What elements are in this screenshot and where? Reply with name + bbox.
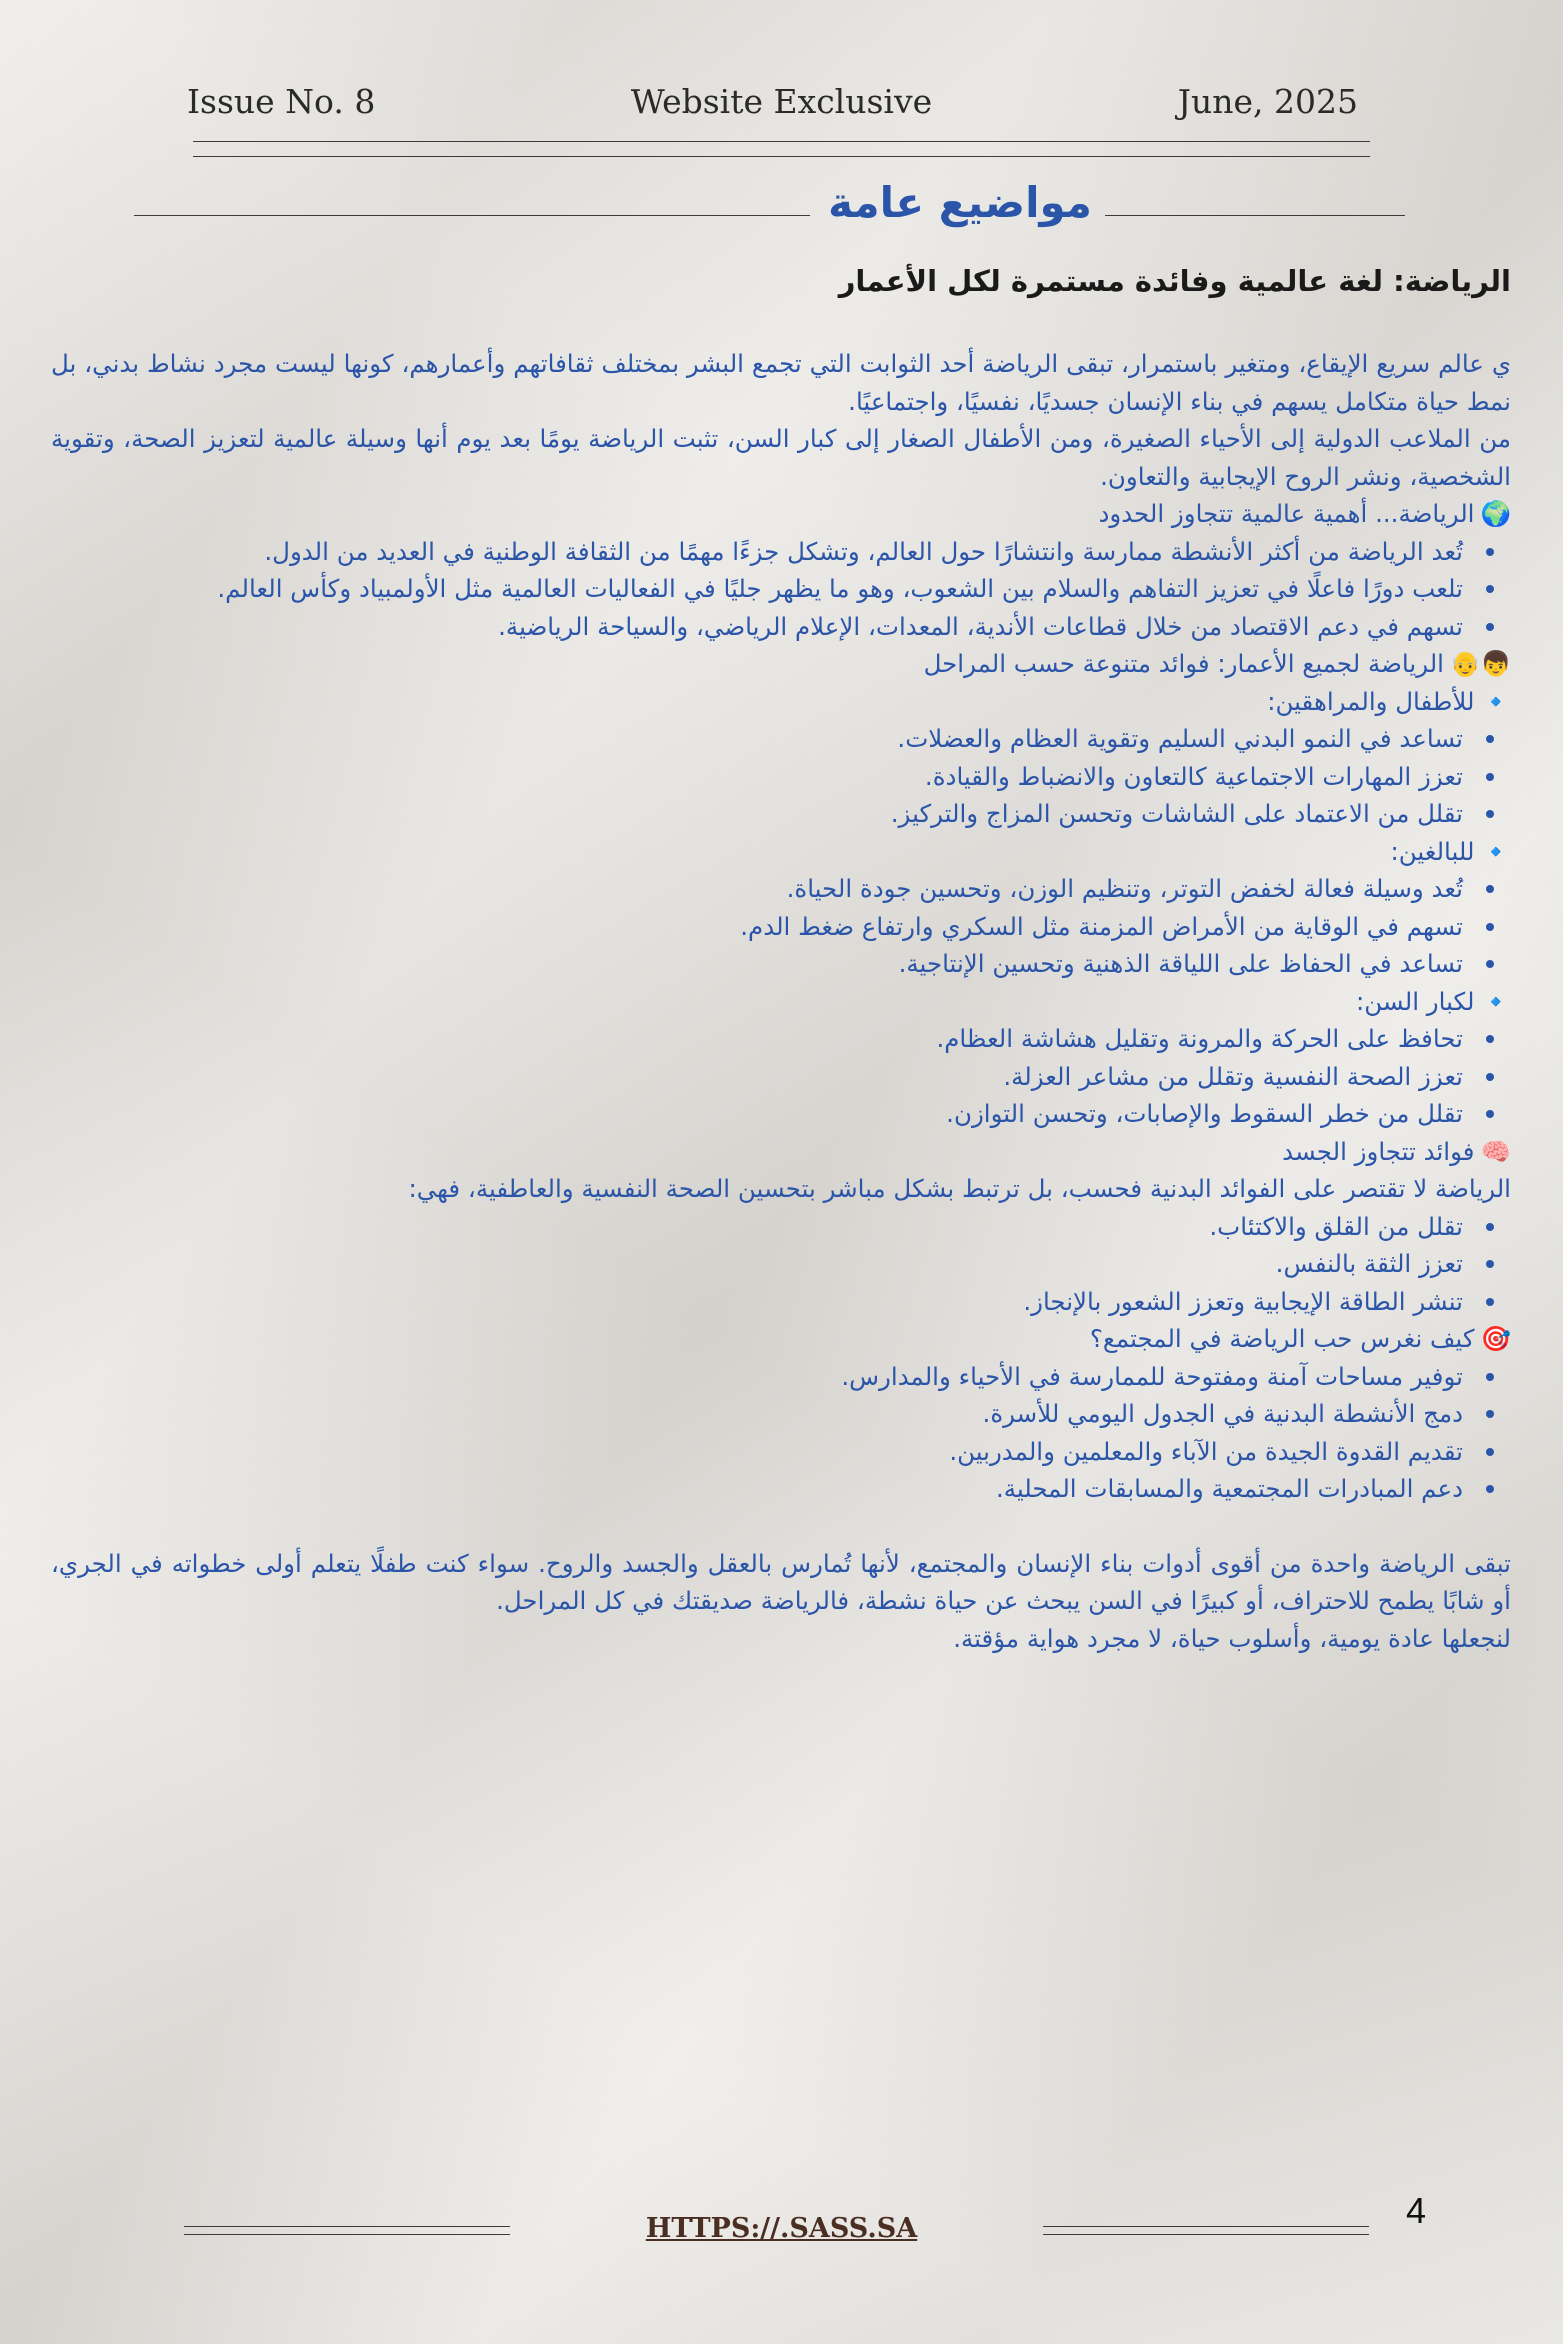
list-item: تعزز الصحة النفسية وتقلل من مشاعر العزلة. bbox=[51, 1058, 1463, 1096]
list-item: تعزز المهارات الاجتماعية كالتعاون والانضباط والقيادة. bbox=[51, 758, 1463, 796]
page-header bbox=[0, 82, 1563, 132]
group-kids-label: 🔹للأطفال والمراهقين: bbox=[51, 683, 1511, 721]
diamond-icon: 🔹 bbox=[1480, 686, 1511, 716]
header-divider-top bbox=[193, 141, 1370, 142]
article-body bbox=[51, 345, 1511, 1657]
group-seniors-list bbox=[51, 1020, 1511, 1133]
ages-heading-text: الرياضة لجميع الأعمار: فوائد متنوعة حسب المراحل bbox=[923, 649, 1444, 678]
target-icon: 🎯 bbox=[1480, 1324, 1511, 1353]
list-item: دعم المبادرات المجتمعية والمسابقات المحلية. bbox=[51, 1470, 1463, 1508]
intro-paragraph-2: من الملاعب الدولية إلى الأحياء الصغيرة، ومن الأطفال الصغار إلى كبار السن، تثبت الرياضة يومًا بعد يوم أنها وسيلة عالمية لتعزيز الصحة، وتقوية الشخصية، ونشر الروح الإيجابية والتعاون. bbox=[51, 424, 1511, 491]
global-list bbox=[51, 533, 1511, 646]
footer-rule-right-bottom bbox=[1043, 2234, 1369, 2235]
diamond-icon: 🔹 bbox=[1480, 986, 1511, 1016]
list-item: تقديم القدوة الجيدة من الآباء والمعلمين والمدربين. bbox=[51, 1433, 1463, 1471]
list-item: تسهم في دعم الاقتصاد من خلال قطاعات الأندية، المعدات، الإعلام الرياضي، والسياحة الرياضية. bbox=[51, 608, 1463, 646]
article-title: الرياضة: لغة عالمية وفائدة مستمرة لكل الأعمار bbox=[838, 264, 1511, 298]
list-item: تُعد وسيلة فعالة لخفض التوتر، وتنظيم الوزن، وتحسين جودة الحياة. bbox=[51, 870, 1463, 908]
list-item: تقلل من خطر السقوط والإصابات، وتحسن التوازن. bbox=[51, 1095, 1463, 1133]
list-item: تعزز الثقة بالنفس. bbox=[51, 1245, 1463, 1283]
list-item: تُعد الرياضة من أكثر الأنشطة ممارسة وانتشارًا حول العالم، وتشكل جزءًا مهمًا من الثقافة الوطنية في العديد من الدول. bbox=[51, 533, 1463, 571]
list-item: تساعد في الحفاظ على اللياقة الذهنية وتحسين الإنتاجية. bbox=[51, 945, 1463, 983]
people-icon: 👦👴 bbox=[1449, 649, 1511, 678]
mental-list bbox=[51, 1208, 1511, 1321]
conclusion-paragraph-1: تبقى الرياضة واحدة من أقوى أدوات بناء الإنسان والمجتمع، لأنها تُمارس بالعقل والجسد والروح. سواء كنت طفلًا يتعلم أولى خطواته في الجري، أو شابًا يطمح للاحتراف، أو كبيرًا في السن يبحث عن حياة نشطة، فالرياضة صديقتك في كل المراحل. bbox=[51, 1548, 1511, 1615]
list-item: توفير مساحات آمنة ومفتوحة للممارسة في الأحياء والمدارس. bbox=[51, 1358, 1463, 1396]
list-item: تقلل من القلق والاكتئاب. bbox=[51, 1208, 1463, 1246]
diamond-icon: 🔹 bbox=[1480, 836, 1511, 866]
list-item: تحافظ على الحركة والمرونة وتقليل هشاشة العظام. bbox=[51, 1020, 1463, 1058]
society-heading-text: كيف نغرس حب الرياضة في المجتمع؟ bbox=[1089, 1324, 1475, 1353]
footer-rule-right-top bbox=[1043, 2226, 1369, 2227]
global-heading-text: الرياضة... أهمية عالمية تتجاوز الحدود bbox=[1098, 499, 1475, 528]
society-list bbox=[51, 1358, 1511, 1508]
mental-heading bbox=[51, 1133, 1511, 1171]
list-item: تلعب دورًا فاعلًا في تعزيز التفاهم والسلام بين الشعوب، وهو ما يظهر جليًا في الفعاليات العالمية مثل الأولمبياد وكأس العالم. bbox=[51, 570, 1463, 608]
list-item: تنشر الطاقة الإيجابية وتعزز الشعور بالإنجاز. bbox=[51, 1283, 1463, 1321]
group-seniors-label: 🔹لكبار السن: bbox=[51, 983, 1511, 1021]
list-item: تساعد في النمو البدني السليم وتقوية العظام والعضلات. bbox=[51, 720, 1463, 758]
section-rule-right bbox=[1105, 215, 1405, 216]
header-divider-bottom bbox=[193, 156, 1370, 157]
section-rule-left bbox=[134, 215, 810, 216]
mental-heading-text: فوائد تتجاوز الجسد bbox=[1282, 1136, 1475, 1166]
intro-paragraph-1: ي عالم سريع الإيقاع، ومتغير باستمرار، تبقى الرياضة أحد الثوابت التي تجمع البشر بمختلف ثقافاتهم وأعمارهم، كونها ليست مجرد نشاط بدني، بل نمط حياة متكامل يسهم في بناء الإنسان جسديًا، نفسيًا، واجتماعيًا. bbox=[51, 349, 1511, 416]
ages-heading bbox=[51, 645, 1511, 683]
group-kids-list bbox=[51, 720, 1511, 833]
issue-date: June, 2025 bbox=[1177, 82, 1358, 121]
globe-icon: 🌍 bbox=[1480, 499, 1511, 528]
list-item: تسهم في الوقاية من الأمراض المزمنة مثل السكري وارتفاع ضغط الدم. bbox=[51, 908, 1463, 946]
society-heading bbox=[51, 1320, 1511, 1358]
group-adults-label: 🔹للبالغين: bbox=[51, 833, 1511, 871]
mental-paragraph: الرياضة لا تقتصر على الفوائد البدنية فحسب، بل ترتبط بشكل مباشر بتحسين الصحة النفسية والعاطفية، فهي: bbox=[408, 1174, 1511, 1203]
brain-icon: 🧠 bbox=[1480, 1136, 1511, 1166]
global-heading bbox=[51, 495, 1511, 533]
website-link[interactable]: HTTPS://.SASS.SA bbox=[645, 2213, 918, 2244]
edition-label: Website Exclusive bbox=[630, 82, 933, 121]
issue-number: Issue No. 8 bbox=[187, 82, 376, 121]
group-adults-list bbox=[51, 870, 1511, 983]
list-item: دمج الأنشطة البدنية في الجدول اليومي للأسرة. bbox=[51, 1395, 1463, 1433]
list-item: تقلل من الاعتماد على الشاشات وتحسن المزاج والتركيز. bbox=[51, 795, 1463, 833]
page-number: 4 bbox=[1406, 2190, 1427, 2231]
section-title: مواضيع عامة bbox=[828, 178, 1092, 227]
conclusion-paragraph-2: لنجعلها عادة يومية، وأسلوب حياة، لا مجرد هواية مؤقتة. bbox=[953, 1623, 1511, 1653]
spacer bbox=[51, 1508, 1511, 1545]
